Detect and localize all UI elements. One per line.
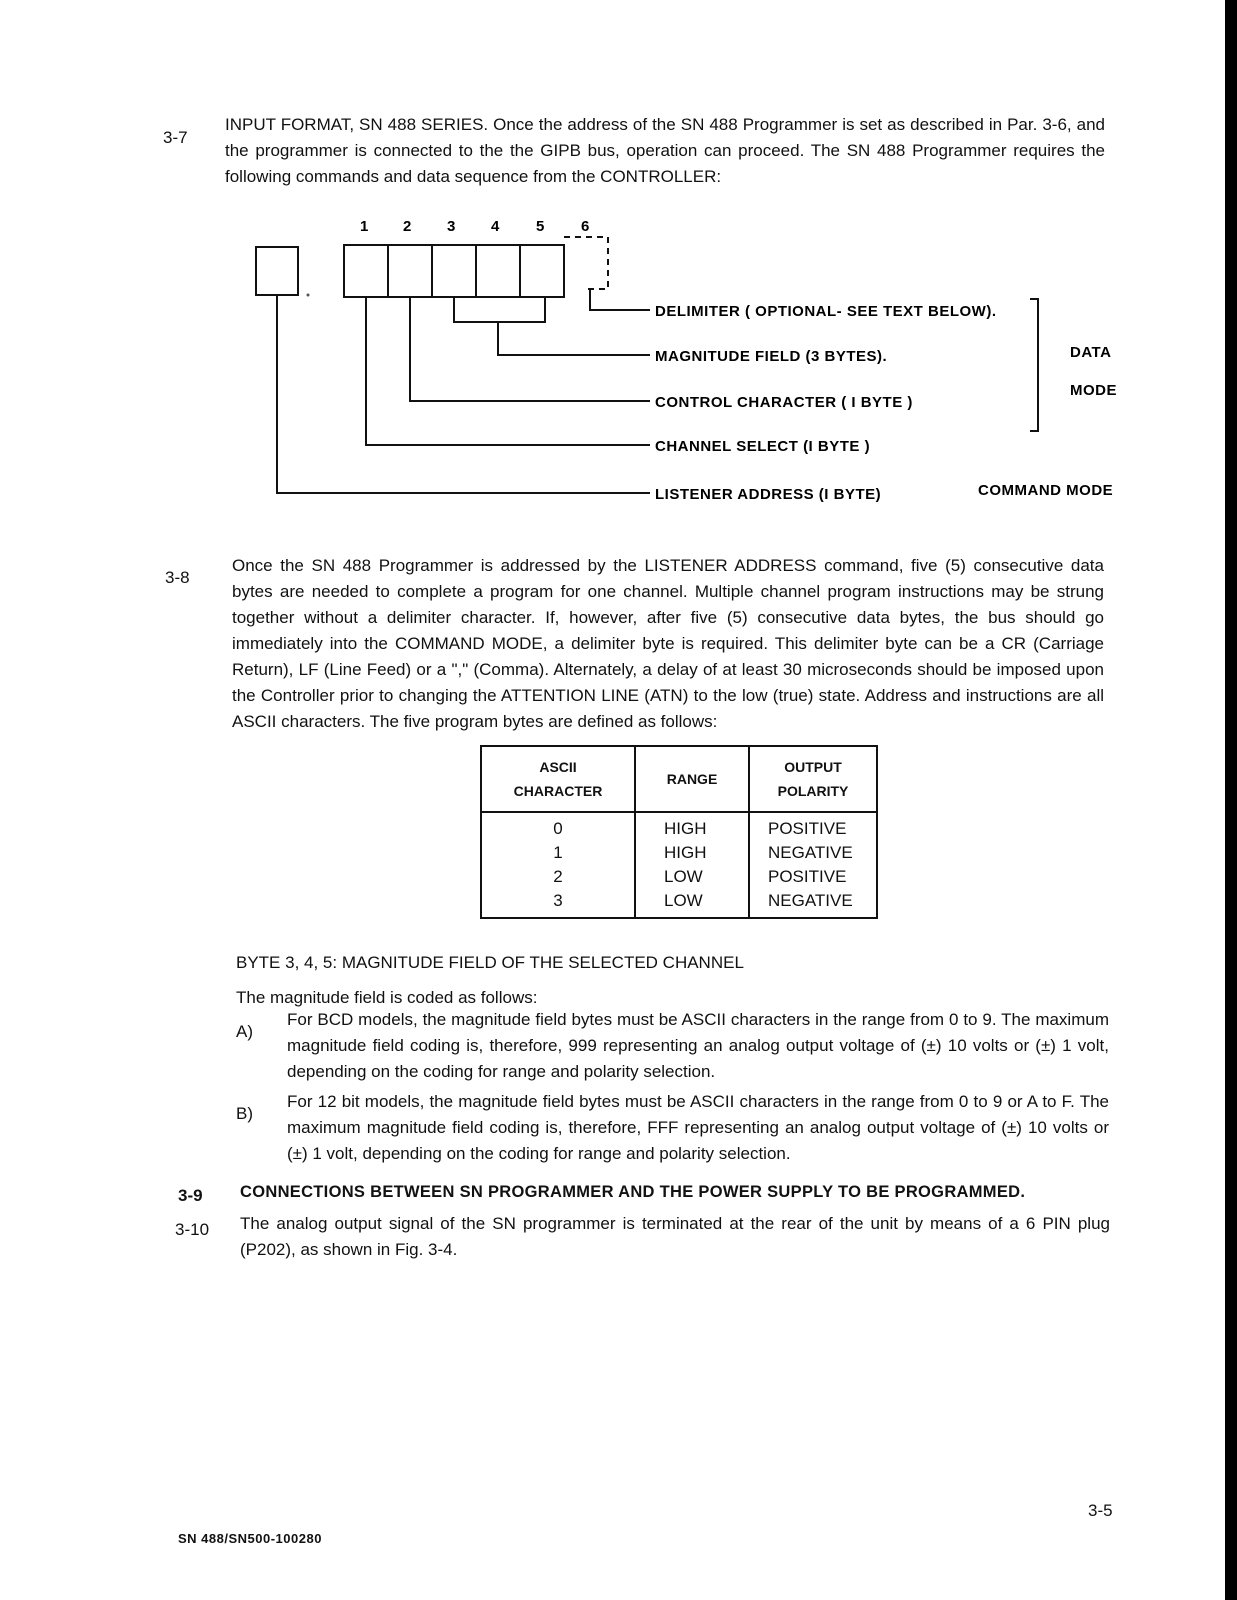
- label-command-mode: COMMAND MODE: [978, 482, 1114, 499]
- magnitude-heading: BYTE 3, 4, 5: MAGNITUDE FIELD OF THE SELECTED CHANNEL: [236, 953, 744, 972]
- cell-ascii: 3: [481, 889, 635, 918]
- item-b-text: For 12 bit models, the magnitude field bytes must be ASCII characters in the range from 0 to 9 or A to F. The maximum magnitude field coding is, therefore, FFF representing an analog output voltage of (±) 10 volts or (±) 1 volt, depending on the coding for range and polarity selection.: [287, 1092, 1109, 1163]
- byte-number-6: 6: [581, 218, 590, 235]
- input-format-diagram: [240, 205, 1140, 515]
- header-polarity: POLARITY: [777, 783, 849, 799]
- label-data-mode: DATA: [1070, 344, 1112, 361]
- byte-number-4: 4: [491, 218, 500, 235]
- label-magnitude-field: MAGNITUDE FIELD (3 BYTES).: [655, 348, 888, 365]
- magnitude-intro: The magnitude field is coded as follows:: [236, 988, 538, 1007]
- section-number-3-7: 3-7: [163, 128, 188, 147]
- item-b-label: B): [236, 1104, 253, 1123]
- header-character: CHARACTER: [513, 783, 603, 799]
- label-data-mode-2: MODE: [1070, 382, 1117, 399]
- label-delimiter: DELIMITER ( OPTIONAL- SEE TEXT BELOW).: [655, 303, 997, 320]
- table-row: [481, 865, 877, 889]
- section-number-3-10: 3-10: [175, 1220, 210, 1239]
- cell-range: LOW: [635, 865, 749, 889]
- item-a-label: A): [236, 1022, 253, 1041]
- cell-polarity: NEGATIVE: [749, 889, 877, 918]
- label-listener-address: LISTENER ADDRESS (I BYTE): [655, 486, 882, 503]
- section-number-3-8: 3-8: [165, 568, 190, 587]
- scan-edge: [1225, 0, 1237, 1600]
- label-control-character: CONTROL CHARACTER ( I BYTE ): [655, 394, 913, 411]
- header-range: RANGE: [635, 746, 749, 812]
- cell-polarity: POSITIVE: [749, 812, 877, 841]
- program-byte-table: [480, 745, 878, 919]
- byte-number-3: 3: [447, 218, 456, 235]
- section-3-8-text: Once the SN 488 Programmer is addressed by the LISTENER ADDRESS command, five (5) consecutive data bytes are needed to complete a program for one channel. Multiple channel program instructions may be strung together without a delimiter character. If, however, after five (5) consecutive data bytes, the bus should go immediately into the COMMAND MODE, a delimiter byte is required. This delimiter byte can be a CR (Carriage Return), LF (Line Feed) or a "," (Comma). Alternately, a delay of at least 30 microseconds should be imposed upon the Controller prior to changing the ATTENTION LINE (ATN) to the low (true) state. Address and instructions are all ASCII characters. The five program bytes are defined as follows:: [232, 556, 1104, 731]
- header-ascii: ASCII: [539, 759, 577, 775]
- table-row: [481, 841, 877, 865]
- table-row: [481, 812, 877, 841]
- cell-ascii: 1: [481, 841, 635, 865]
- header-output: OUTPUT: [784, 759, 842, 775]
- byte-number-2: 2: [403, 218, 412, 235]
- table-row: [481, 889, 877, 918]
- section-number-3-9: 3-9: [178, 1186, 203, 1205]
- page-number: 3-5: [1088, 1501, 1113, 1520]
- byte-number-1: 1: [360, 218, 369, 235]
- section-3-9-heading: CONNECTIONS BETWEEN SN PROGRAMMER AND THE POWER SUPPLY TO BE PROGRAMMED.: [240, 1183, 1026, 1201]
- cell-polarity: NEGATIVE: [749, 841, 877, 865]
- cell-range: LOW: [635, 889, 749, 918]
- byte-number-5: 5: [536, 218, 545, 235]
- cell-ascii: 0: [481, 812, 635, 841]
- cell-polarity: POSITIVE: [749, 865, 877, 889]
- cell-range: HIGH: [635, 841, 749, 865]
- label-channel-select: CHANNEL SELECT (I BYTE ): [655, 438, 871, 455]
- section-3-7-text: INPUT FORMAT, SN 488 SERIES. Once the address of the SN 488 Programmer is set as described in Par. 3-6, and the programmer is connected to the the GIPB bus, operation can proceed. The SN 488 Programmer requires the following commands and data sequence from the CONTROLLER:: [225, 115, 1105, 186]
- cell-range: HIGH: [635, 812, 749, 841]
- footer-doc-id: SN 488/SN500-100280: [178, 1531, 322, 1546]
- item-a-text: For BCD models, the magnitude field bytes must be ASCII characters in the range from 0 to 9. The maximum magnitude field coding is, therefore, 999 representing an analog output voltage of (±) 10 volts or (±) 1 volt, depending on the coding for range and polarity selection.: [287, 1010, 1109, 1081]
- header-output-polarity: [749, 746, 877, 812]
- header-ascii-character: [481, 746, 635, 812]
- cell-ascii: 2: [481, 865, 635, 889]
- section-3-10-text: The analog output signal of the SN programmer is terminated at the rear of the unit by means of a 6 PIN plug (P202), as shown in Fig. 3-4.: [240, 1214, 1110, 1259]
